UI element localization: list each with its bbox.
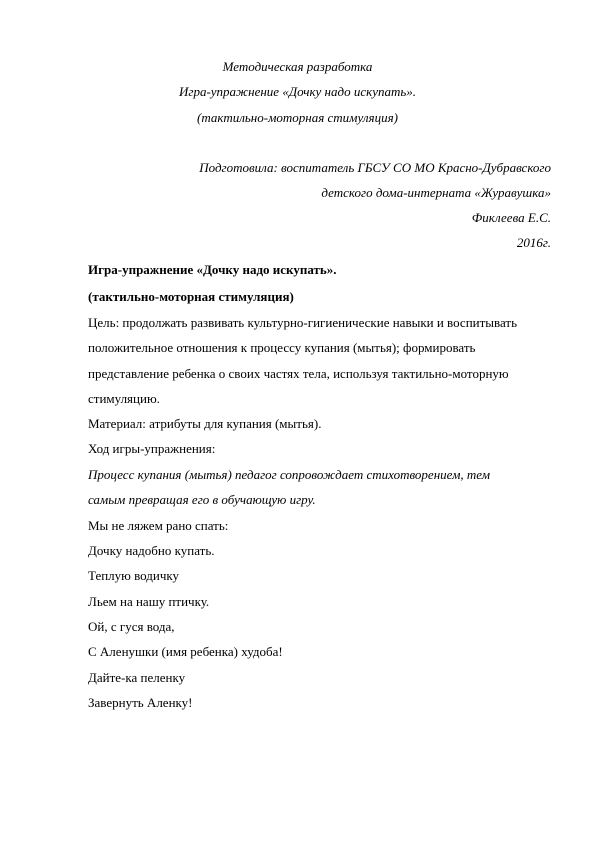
header-game-name: Игра-упражнение «Дочку надо искупать». xyxy=(178,84,417,99)
poem-line: Льем на нашу птичку. xyxy=(88,594,210,609)
poem-line: Ой, с гуся вода, xyxy=(88,619,175,634)
section-subtitle: (тактильно-моторная стимуляция) xyxy=(88,289,294,304)
procedure-description: самым превращая его в обучающую игру. xyxy=(88,492,316,507)
procedure-label: Ход игры-упражнения: xyxy=(88,441,216,456)
poem-line: Теплую водичку xyxy=(88,568,180,583)
header-title: Методическая разработка xyxy=(222,59,373,74)
poem-line: Дочку надобно купать. xyxy=(88,543,215,558)
goal-line: стимуляцию. xyxy=(88,391,160,406)
poem-line: Мы не ляжем рано спать: xyxy=(88,518,229,533)
goal-line: представление ребенка о своих частях тела, используя тактильно-моторную xyxy=(88,366,509,381)
author-name: Фиклеева Е.С. xyxy=(471,210,551,225)
poem-line: С Аленушки (имя ребенка) худоба! xyxy=(88,644,283,659)
procedure-description: Процесс купания (мытья) педагог сопровождает стихотворением, тем xyxy=(88,467,491,482)
goal-line: Цель: продолжать развивать культурно-гигиенические навыки и воспитывать xyxy=(88,315,518,330)
author-line-2: детского дома-интерната «Журавушка» xyxy=(321,185,551,200)
author-year: 2016г. xyxy=(516,235,551,250)
author-line-1: Подготовила: воспитатель ГБСУ СО МО Красно-Дубравского xyxy=(199,160,551,175)
section-title: Игра-упражнение «Дочку надо искупать». xyxy=(88,262,337,277)
poem-line: Завернуть Аленку! xyxy=(88,695,193,710)
header-subtitle: (тактильно-моторная стимуляция) xyxy=(197,110,398,125)
poem-line: Дайте-ка пеленку xyxy=(88,670,186,685)
material-line: Материал: атрибуты для купания (мытья). xyxy=(88,416,322,431)
goal-line: положительное отношения к процессу купания (мытья); формировать xyxy=(88,340,476,355)
